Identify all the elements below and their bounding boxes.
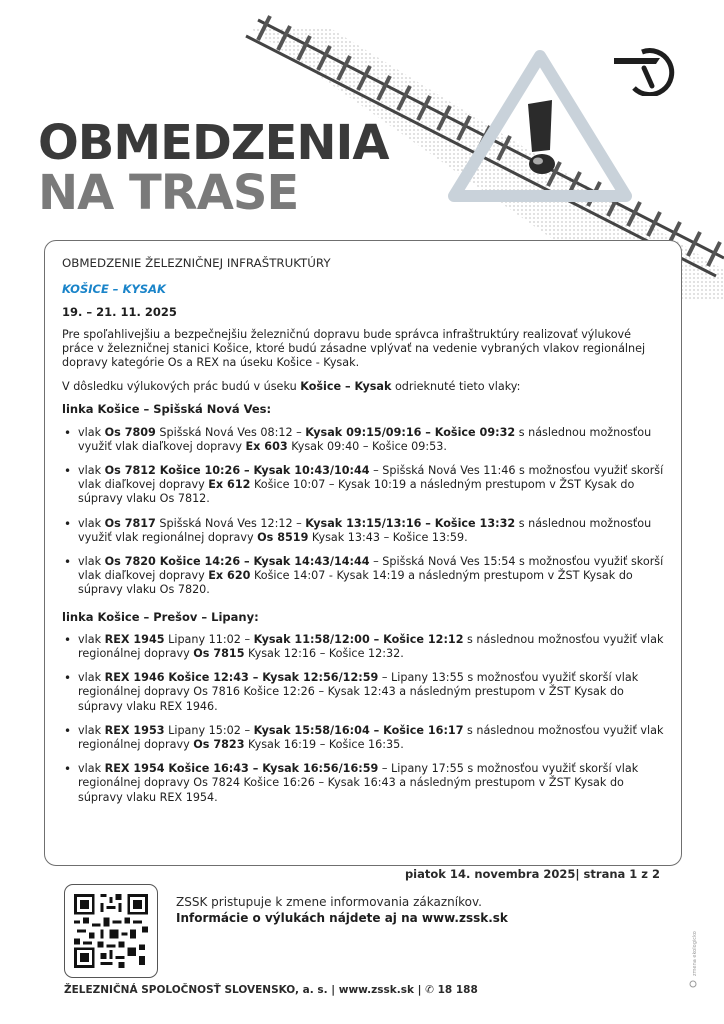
page-title: [38, 115, 389, 221]
cancelled-trains-list-2: [62, 633, 666, 805]
section-label: OBMEDZENIE ŽELEZNIČNEJ INFRAŠTRUKTÚRY: [62, 256, 331, 270]
line-heading-presov: linka Košice – Prešov – Lipany:: [62, 609, 259, 624]
cancelled-trains-list-1: [62, 426, 666, 598]
info-link-line[interactable]: Informácie o výlukách nájdete aj na www.zssk.sk: [176, 911, 508, 925]
title-line-2: NA TRASE: [38, 165, 299, 221]
title-line-1: OBMEDZENIA: [38, 115, 389, 171]
list-item: • vlak REX 1946 Košice 12:43 – Kysak 12:56/12:59 – Lipany 13:55 s možnosťou využiť skorší vlak regionálnej dopravy Os 7816 Košice 12:26 – Kysak 12:43 a následným prestupom v ŽST Kysak do súpravy vlaku REX 1946.: [62, 671, 666, 714]
list-item: • vlak REX 1954 Košice 16:43 – Kysak 16:56/16:59 – Lipany 17:55 s možnosťou využiť skorší vlak regionálnej dopravy Os 7824 Košice 16:26 – Kysak 16:43 a následným prestupom v ŽST Kysak do súpravy vlaku REX 1954.: [62, 762, 666, 805]
date-and-page: piatok 14. novembra 2025| strana 1 z 2: [404, 867, 660, 881]
zssk-logo-icon: [612, 44, 684, 96]
date-range: 19. – 21. 11. 2025: [62, 305, 177, 320]
eco-label-icon: [684, 930, 702, 990]
line-heading-spisska: linka Košice – Spišská Nová Ves:: [62, 402, 272, 417]
list-item: • vlak Os 7820 Košice 14:26 – Kysak 14:43/14:44 – Spišská Nová Ves 15:54 s možnosťou využiť skorší vlak diaľkovej dopravy Ex 620 Košice 14:07 - Kysak 14:19 a následným prestupom v ŽST Kysak do súpravy vlaku Os 7820.: [62, 555, 666, 598]
list-item: • vlak Os 7812 Košice 10:26 – Kysak 10:43/10:44 – Spišská Nová Ves 11:46 s možnosťou využiť skorší vlak diaľkovej dopravy Ex 612 Košice 10:07 – Kysak 10:19 a následným prestupom v ŽST Kysak do súpravy vlaku Os 7812.: [62, 464, 666, 507]
info-line-1: ZSSK pristupuje k zmene informovania zákazníkov.: [176, 895, 482, 909]
list-item: • vlak Os 7817 Spišská Nová Ves 12:12 – Kysak 13:15/13:16 – Košice 13:32 s následnou možnosťou využiť vlak regionálnej dopravy Os 8519 Kysak 13:43 – Košice 13:59.: [62, 517, 666, 545]
notice-content: [62, 256, 666, 817]
qr-code-icon[interactable]: [64, 884, 158, 978]
company-footer: ŽELEZNIČNÁ SPOLOČNOSŤ SLOVENSKO, a. s. | www.zssk.sk | ✆ 18 188: [64, 984, 478, 996]
list-item: • vlak REX 1945 Lipany 11:02 – Kysak 11:58/12:00 – Košice 12:12 s následnou možnosťou využiť vlak regionálnej dopravy Os 7815 Kysak 12:16 – Košice 12:32.: [62, 633, 666, 661]
footer-info: [176, 894, 508, 926]
intro-paragraph: Pre spoľahlivejšiu a bezpečnejšiu železničnú dopravu bude správca infraštruktúry realizovať výlukové práce v železničnej stanici Košice, ktoré budú zásadne vplývať na vedenie vybraných vlakov regionálnej dopravy kategórie Os a REX na úseku Košice - Kysak.: [62, 327, 646, 370]
list-item: • vlak Os 7809 Spišská Nová Ves 08:12 – Kysak 09:15/09:16 – Košice 09:32 s následnou možnosťou využiť vlak diaľkovej dopravy Ex 603 Kysak 09:40 – Košice 09:53.: [62, 426, 666, 454]
route-label: KOŠICE – KYSAK: [62, 282, 166, 297]
list-item: • vlak REX 1953 Lipany 15:02 – Kysak 15:58/16:04 – Košice 16:17 s následnou možnosťou využiť vlak regionálnej dopravy Os 7823 Kysak 16:19 – Košice 16:35.: [62, 724, 666, 752]
lead-paragraph: V dôsledku výlukových prác budú v úseku Košice – Kysak odrieknuté tieto vlaky:: [62, 380, 521, 394]
eco-label-text: zmena ekologicko: [692, 931, 698, 976]
